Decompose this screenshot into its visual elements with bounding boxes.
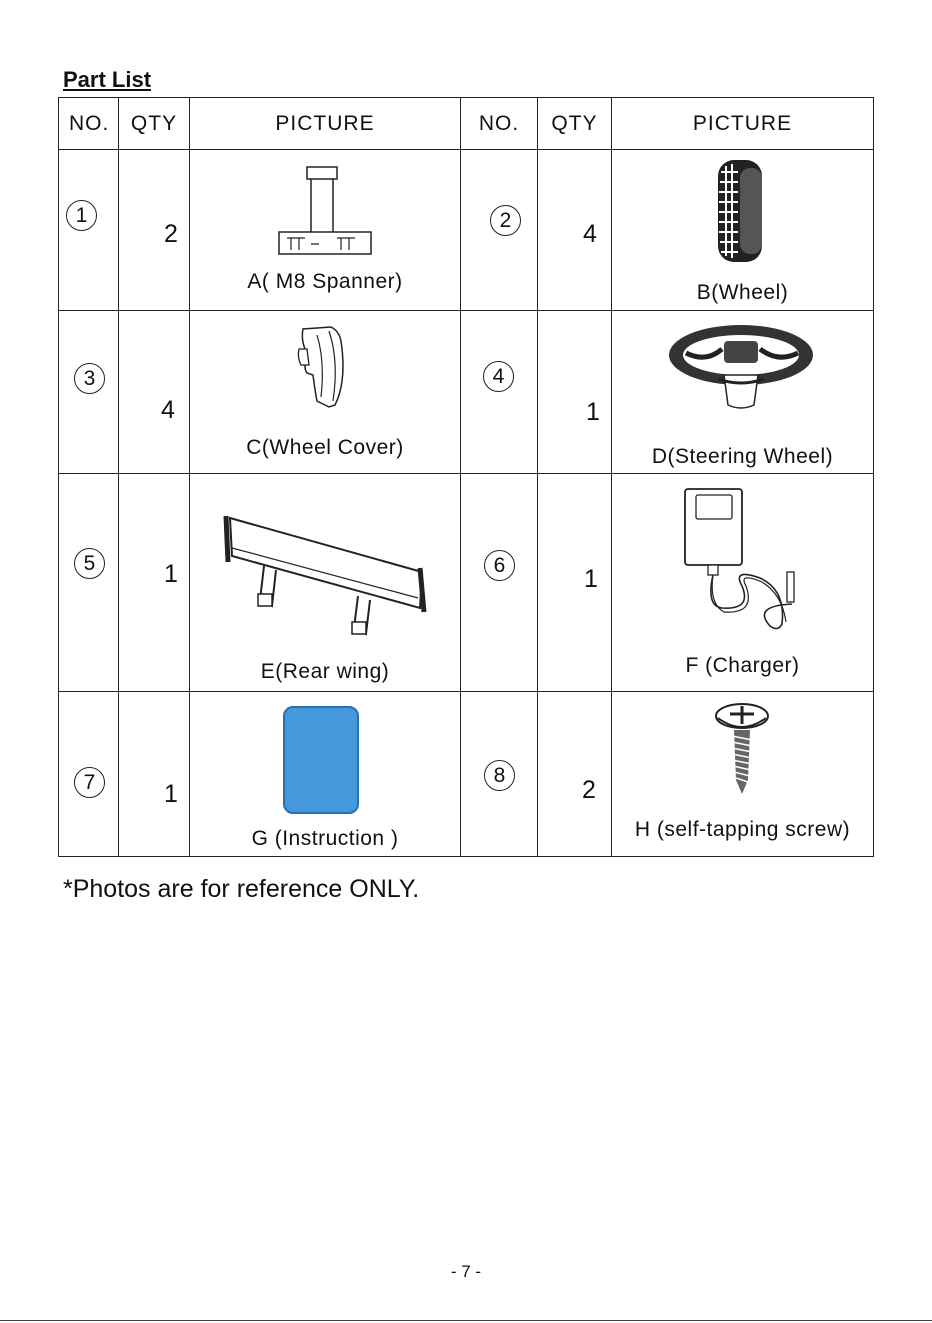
part-caption: D(Steering Wheel) bbox=[651, 445, 834, 468]
part-caption: E(Rear wing) bbox=[260, 660, 390, 683]
part-number-badge: 8 bbox=[484, 760, 515, 791]
page-number: - 7 - bbox=[450, 1262, 482, 1281]
part-number-badge: 3 bbox=[74, 363, 105, 394]
part-caption: H (self-tapping screw) bbox=[634, 818, 851, 841]
table-row bbox=[59, 150, 874, 311]
part-number-badge: 6 bbox=[484, 550, 515, 581]
part-number-badge: 2 bbox=[490, 205, 521, 236]
table-header-row bbox=[59, 98, 874, 150]
part-number-badge: 5 bbox=[74, 548, 105, 579]
table-row bbox=[59, 311, 874, 474]
part-number-badge: 7 bbox=[74, 767, 105, 798]
header-picture: PICTURE bbox=[612, 98, 874, 150]
part-qty: 1 bbox=[164, 780, 178, 808]
part-qty: 2 bbox=[164, 220, 178, 248]
screw-image bbox=[712, 702, 772, 798]
rear-wing-image bbox=[218, 516, 428, 641]
part-qty: 1 bbox=[586, 398, 600, 426]
spanner-image bbox=[275, 164, 375, 259]
wheel-image bbox=[712, 156, 772, 266]
header-picture: PICTURE bbox=[190, 98, 461, 150]
charger-image bbox=[682, 486, 807, 636]
part-qty: 4 bbox=[583, 220, 597, 248]
part-qty: 1 bbox=[164, 560, 178, 588]
part-caption: C(Wheel Cover) bbox=[246, 436, 404, 459]
part-qty: 1 bbox=[584, 565, 598, 593]
table-row bbox=[59, 474, 874, 692]
part-caption: A( M8 Spanner) bbox=[247, 270, 403, 293]
table-row bbox=[59, 692, 874, 857]
part-qty: 4 bbox=[161, 396, 175, 424]
reference-note: *Photos are for reference ONLY. bbox=[63, 875, 420, 903]
part-number-badge: 1 bbox=[66, 200, 97, 231]
header-qty: QTY bbox=[119, 98, 190, 150]
bottom-divider bbox=[0, 1320, 932, 1321]
part-caption: G (Instruction ) bbox=[251, 827, 399, 850]
header-no: NO. bbox=[59, 98, 119, 150]
wheel-cover-image bbox=[295, 321, 355, 411]
part-caption: B(Wheel) bbox=[696, 281, 789, 304]
header-no: NO. bbox=[461, 98, 538, 150]
page-title: Part List bbox=[63, 67, 152, 92]
part-number-badge: 4 bbox=[483, 361, 514, 392]
header-qty: QTY bbox=[538, 98, 612, 150]
steering-wheel-image bbox=[666, 319, 816, 414]
part-caption: F (Charger) bbox=[685, 654, 800, 677]
instruction-booklet-image bbox=[283, 706, 359, 814]
part-qty: 2 bbox=[582, 776, 596, 804]
part-list-table bbox=[58, 97, 874, 857]
